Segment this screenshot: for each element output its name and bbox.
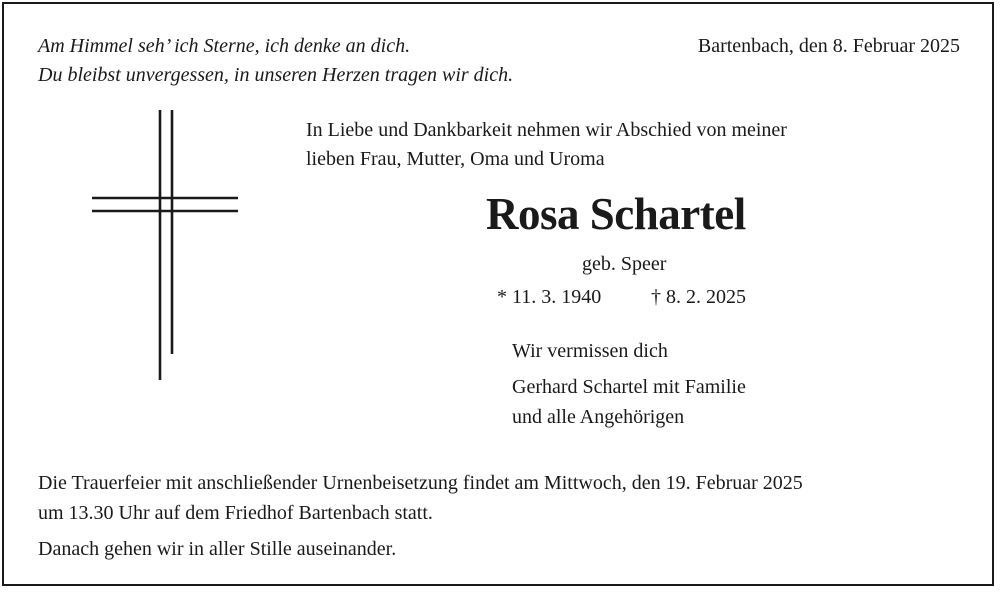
place-and-date: Bartenbach, den 8. Februar 2025	[697, 35, 960, 57]
deceased-name: Rosa Schartel	[486, 189, 746, 239]
intro-line-1: In Liebe und Dankbarkeit nehmen wir Abschied von meiner	[306, 119, 787, 141]
cross-icon	[92, 110, 240, 382]
poem-verse	[38, 32, 513, 90]
mourners-block	[512, 336, 746, 432]
maiden-name: geb. Speer	[582, 253, 667, 275]
family-line-2: Gerhard Schartel mit Familie	[512, 376, 746, 398]
family-line-1: Wir vermissen dich	[512, 340, 668, 362]
poem-line-2: Du bleibst unvergessen, in unseren Herzen tragen wir dich.	[38, 64, 514, 86]
funeral-service-info	[38, 468, 803, 528]
death-date: † 8. 2. 2025	[651, 286, 746, 308]
intro-line-2: lieben Frau, Mutter, Oma und Uroma	[306, 148, 605, 170]
birth-date: * 11. 3. 1940	[497, 286, 602, 308]
service-line-2: um 13.30 Uhr auf dem Friedhof Bartenbach statt.	[38, 502, 433, 524]
service-line-1: Die Trauerfeier mit anschließender Urnenbeisetzung findet am Mittwoch, den 19. Februar 2025	[38, 472, 803, 494]
closing-note: Danach gehen wir in aller Stille auseinander.	[38, 538, 397, 560]
poem-line-1: Am Himmel seh’ ich Sterne, ich denke an dich.	[38, 35, 411, 57]
farewell-intro	[306, 116, 787, 174]
family-line-3: und alle Angehörigen	[512, 406, 685, 428]
